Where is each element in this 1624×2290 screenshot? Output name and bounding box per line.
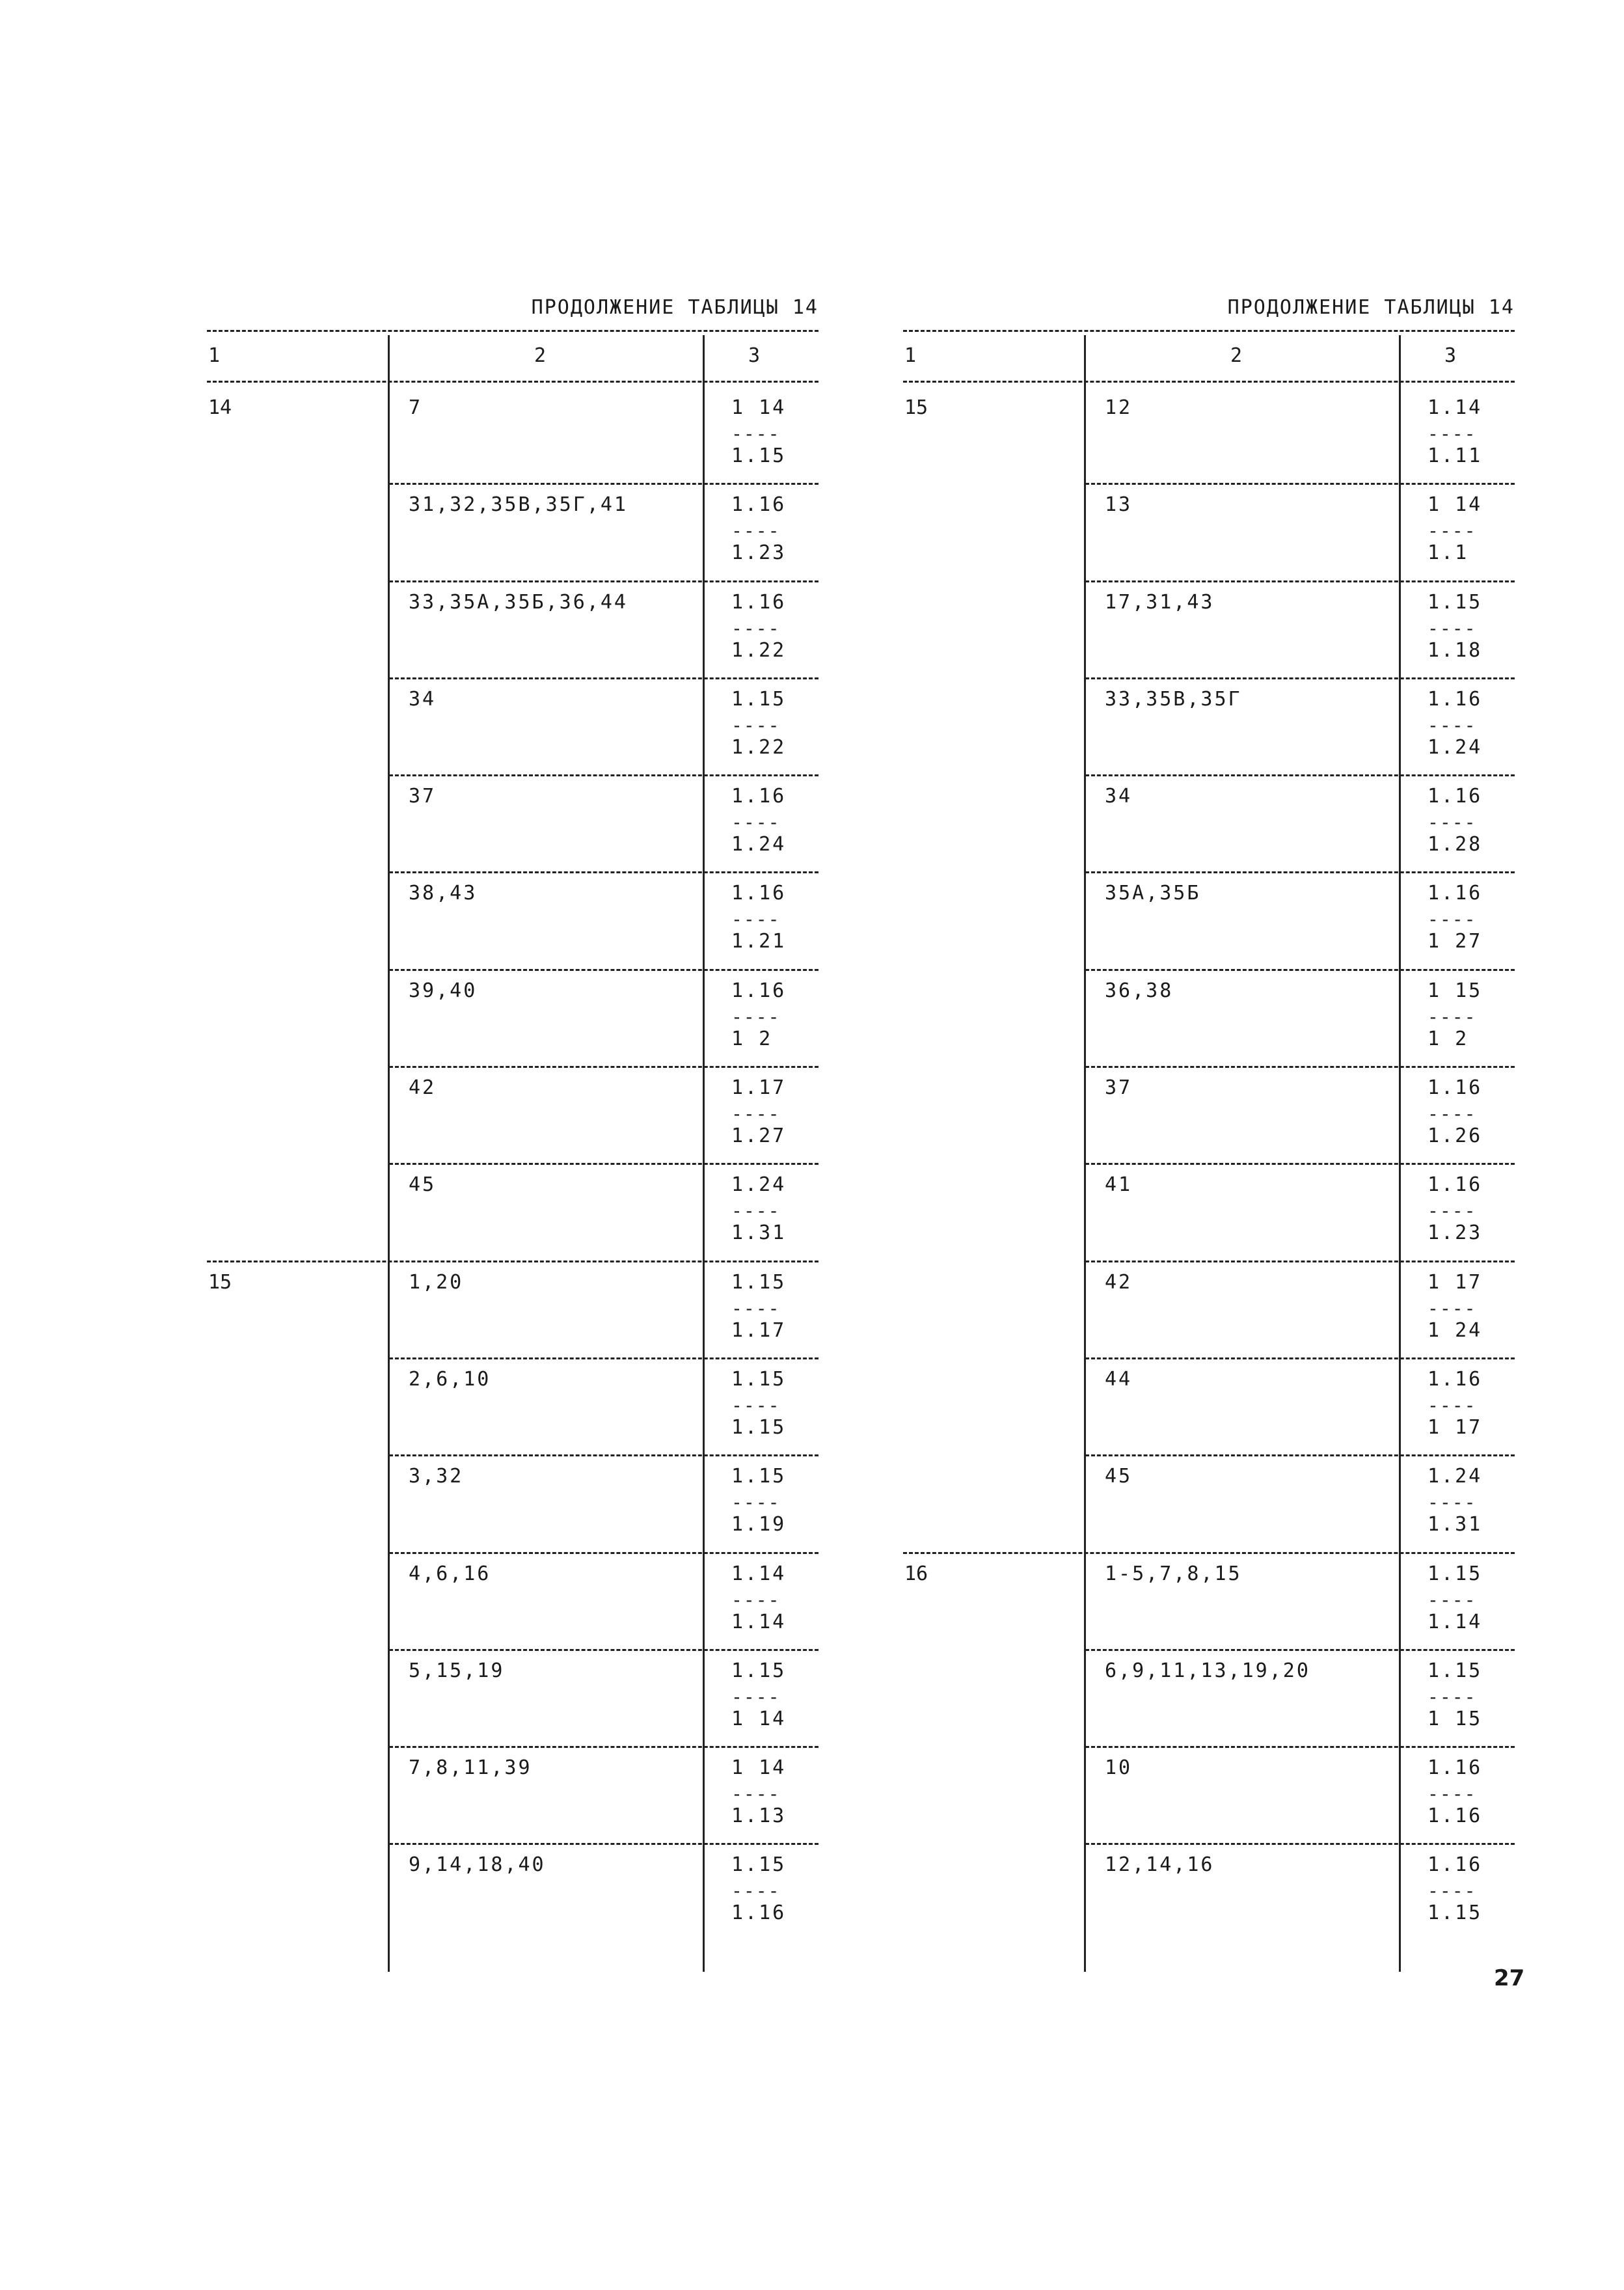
table-row (903, 1552, 1515, 1649)
fraction-bar: ---- (1428, 811, 1477, 834)
coefficient-denominator: 1.16 (731, 1902, 787, 1925)
table-row (207, 871, 819, 968)
fraction-bar: ---- (1428, 617, 1477, 639)
point-numbers: 1-5,7,8,15 (1105, 1562, 1242, 1585)
fraction-bar: ---- (1428, 1005, 1477, 1028)
table-row (207, 1066, 819, 1163)
row-separator (1085, 1066, 1515, 1068)
table-row (903, 774, 1515, 871)
fraction-bar: ---- (1428, 1685, 1477, 1708)
group-number: 15 (208, 1270, 232, 1294)
point-numbers: 1,20 (409, 1270, 464, 1294)
fraction-bar: ---- (1428, 1588, 1477, 1611)
page-number: 27 (1494, 1965, 1525, 1991)
point-numbers: 12 (1105, 396, 1133, 419)
coefficient-denominator: 1.15 (731, 1415, 787, 1439)
point-numbers: 36,38 (1105, 979, 1174, 1002)
row-separator (389, 871, 819, 873)
row-separator (1085, 774, 1515, 776)
point-numbers: 35А,35Б (1105, 882, 1201, 905)
table-row (207, 1357, 819, 1454)
fraction-bar: ---- (1428, 1394, 1477, 1416)
row-separator (1085, 1163, 1515, 1165)
row-separator (1085, 677, 1515, 679)
point-numbers: 34 (1105, 785, 1133, 808)
table-row (903, 677, 1515, 774)
table-caption: ПРОДОЛЖЕНИЕ ТАБЛИЦЫ 14 (531, 296, 819, 319)
table-body (207, 386, 819, 1941)
row-separator (389, 1454, 819, 1456)
row-separator (1085, 1746, 1515, 1748)
row-separator (389, 483, 819, 485)
coefficient-denominator: 1.23 (1428, 1221, 1483, 1245)
table-row (207, 1261, 819, 1357)
fraction-bar: ---- (731, 617, 781, 639)
fraction-bar: ---- (1428, 1297, 1477, 1319)
coefficient-denominator: 1 2 (1428, 1027, 1469, 1050)
row-separator (1085, 1357, 1515, 1359)
fraction-bar: ---- (1428, 1103, 1477, 1125)
column-header-2: 2 (534, 344, 547, 367)
table-row (903, 1163, 1515, 1260)
coefficient-denominator: 1.22 (731, 638, 787, 662)
table-row (207, 969, 819, 1066)
table-row (207, 1649, 819, 1746)
point-numbers: 41 (1105, 1173, 1133, 1197)
fraction-bar: ---- (731, 908, 781, 931)
coefficient-numerator: 1.16 (731, 882, 787, 905)
point-numbers: 37 (1105, 1076, 1133, 1100)
table-row (903, 1357, 1515, 1454)
point-numbers: 45 (1105, 1465, 1133, 1488)
point-numbers: 34 (409, 687, 437, 711)
fraction-bar: ---- (731, 1005, 781, 1028)
row-separator (1085, 1454, 1515, 1456)
row-separator (1085, 871, 1515, 873)
table-row (207, 1843, 819, 1940)
row-separator (1085, 1649, 1515, 1651)
top-rule (207, 330, 819, 332)
point-numbers: 4,6,16 (409, 1562, 491, 1585)
table-row (903, 386, 1515, 483)
point-numbers: 33,35А,35Б,36,44 (409, 590, 628, 614)
row-separator (389, 969, 819, 971)
fraction-bar: ---- (731, 1297, 781, 1319)
coefficient-denominator: 1.18 (1428, 638, 1483, 662)
group-number: 15 (904, 396, 928, 419)
point-numbers: 17,31,43 (1105, 590, 1215, 614)
point-numbers: 31,32,35В,35Г,41 (409, 493, 628, 517)
coefficient-denominator: 1 15 (1428, 1707, 1483, 1730)
coefficient-denominator: 1.13 (731, 1805, 787, 1828)
coefficient-denominator: 1.22 (731, 735, 787, 759)
table-row (903, 1843, 1515, 1940)
table-caption: ПРОДОЛЖЕНИЕ ТАБЛИЦЫ 14 (1227, 296, 1515, 319)
coefficient-numerator: 1.15 (731, 1659, 787, 1682)
fraction-bar: ---- (731, 1685, 781, 1708)
fraction-bar: ---- (1428, 1200, 1477, 1222)
row-separator (389, 1357, 819, 1359)
column-header-1: 1 (208, 344, 221, 367)
coefficient-denominator: 1.17 (731, 1318, 787, 1342)
coefficient-numerator: 1.14 (731, 1562, 787, 1585)
group-number: 14 (208, 396, 232, 419)
fraction-bar: ---- (1428, 714, 1477, 736)
table-row (207, 483, 819, 580)
row-separator (1085, 969, 1515, 971)
table-row (207, 580, 819, 677)
point-numbers: 10 (1105, 1756, 1133, 1780)
header-rule (207, 381, 819, 383)
table-row (207, 1552, 819, 1649)
point-numbers: 42 (1105, 1270, 1133, 1294)
coefficient-denominator: 1.27 (731, 1125, 787, 1148)
point-numbers: 5,15,19 (409, 1659, 505, 1682)
fraction-bar: ---- (731, 1200, 781, 1222)
row-separator (1085, 1261, 1515, 1262)
fraction-bar: ---- (731, 1783, 781, 1805)
coefficient-denominator: 1 24 (1428, 1318, 1483, 1342)
coefficient-denominator: 1.31 (731, 1221, 787, 1245)
coefficient-denominator: 1.15 (731, 444, 787, 467)
coefficient-numerator: 1.15 (1428, 590, 1483, 614)
table-row (903, 483, 1515, 580)
column-header-2: 2 (1230, 344, 1243, 367)
coefficient-denominator: 1.24 (1428, 735, 1483, 759)
point-numbers: 7,8,11,39 (409, 1756, 532, 1780)
coefficient-numerator: 1 17 (1428, 1270, 1483, 1294)
row-separator (1085, 483, 1515, 485)
fraction-bar: ---- (1428, 520, 1477, 542)
coefficient-denominator: 1.11 (1428, 444, 1483, 467)
fraction-bar: ---- (1428, 1783, 1477, 1805)
fraction-bar: ---- (731, 1492, 781, 1514)
row-separator (389, 774, 819, 776)
point-numbers: 42 (409, 1076, 437, 1100)
coefficient-numerator: 1.16 (1428, 785, 1483, 808)
point-numbers: 45 (409, 1173, 437, 1197)
fraction-bar: ---- (731, 1103, 781, 1125)
row-separator (389, 1163, 819, 1165)
point-numbers: 13 (1105, 493, 1133, 517)
row-separator (389, 1843, 819, 1845)
coefficient-denominator: 1.16 (1428, 1805, 1483, 1828)
coefficient-numerator: 1.16 (1428, 1367, 1483, 1391)
coefficient-numerator: 1.16 (1428, 687, 1483, 711)
coefficient-numerator: 1.16 (1428, 1076, 1483, 1100)
table-row (207, 1746, 819, 1843)
fraction-bar: ---- (731, 423, 781, 444)
row-separator (1085, 580, 1515, 582)
fraction-bar: ---- (1428, 1492, 1477, 1514)
row-separator (1085, 1843, 1515, 1845)
table-row (903, 871, 1515, 968)
coefficient-denominator: 1.15 (1428, 1902, 1483, 1925)
table-row (903, 1746, 1515, 1843)
coefficient-numerator: 1.16 (1428, 1853, 1483, 1877)
coefficient-numerator: 1.15 (1428, 1659, 1483, 1682)
table-row (903, 1454, 1515, 1551)
coefficient-denominator: 1 2 (731, 1027, 773, 1050)
table-row (207, 677, 819, 774)
coefficient-numerator: 1.15 (731, 1367, 787, 1391)
fraction-bar: ---- (1428, 1880, 1477, 1902)
point-numbers: 37 (409, 785, 437, 808)
column-header-1: 1 (904, 344, 917, 367)
coefficient-denominator: 1.14 (731, 1610, 787, 1633)
coefficient-numerator: 1.24 (731, 1173, 787, 1197)
coefficient-denominator: 1 17 (1428, 1415, 1483, 1439)
fraction-bar: ---- (1428, 908, 1477, 931)
coefficient-numerator: 1.24 (1428, 1465, 1483, 1488)
coefficient-numerator: 1.16 (731, 590, 787, 614)
coefficient-denominator: 1 27 (1428, 930, 1483, 953)
table-body (903, 386, 1515, 1941)
top-rule (903, 330, 1515, 332)
coefficient-numerator: 1 15 (1428, 979, 1483, 1002)
coefficient-numerator: 1.15 (731, 1270, 787, 1294)
group-number: 16 (904, 1562, 928, 1585)
point-numbers: 38,43 (409, 882, 478, 905)
table-row (903, 969, 1515, 1066)
header-rule (903, 381, 1515, 383)
point-numbers: 44 (1105, 1367, 1133, 1391)
table-row (903, 1066, 1515, 1163)
table-row (207, 386, 819, 483)
fraction-bar: ---- (731, 1880, 781, 1902)
fraction-bar: ---- (1428, 423, 1477, 444)
coefficient-denominator: 1.21 (731, 930, 787, 953)
coefficient-numerator: 1.15 (731, 1465, 787, 1488)
row-separator (389, 1066, 819, 1068)
coefficient-numerator: 1.16 (1428, 1756, 1483, 1780)
coefficient-numerator: 1.15 (731, 687, 787, 711)
coefficient-numerator: 1 14 (731, 396, 787, 419)
coefficient-numerator: 1.16 (731, 979, 787, 1002)
coefficient-numerator: 1.15 (731, 1853, 787, 1877)
fraction-bar: ---- (731, 714, 781, 736)
coefficient-numerator: 1.14 (1428, 396, 1483, 419)
table-row (903, 580, 1515, 677)
row-separator (389, 677, 819, 679)
coefficient-denominator: 1.23 (731, 541, 787, 565)
point-numbers: 6,9,11,13,19,20 (1105, 1659, 1310, 1682)
row-separator (389, 1746, 819, 1748)
fraction-bar: ---- (731, 811, 781, 834)
coefficient-denominator: 1.31 (1428, 1513, 1483, 1536)
point-numbers: 3,32 (409, 1465, 464, 1488)
coefficient-numerator: 1.16 (731, 493, 787, 517)
table-row (207, 774, 819, 871)
point-numbers: 33,35В,35Г (1105, 687, 1242, 711)
coefficient-denominator: 1.26 (1428, 1125, 1483, 1148)
coefficient-denominator: 1.19 (731, 1513, 787, 1536)
fraction-bar: ---- (731, 520, 781, 542)
coefficient-denominator: 1.24 (731, 833, 787, 856)
point-numbers: 9,14,18,40 (409, 1853, 546, 1877)
row-separator (903, 1552, 1515, 1554)
row-separator (207, 1261, 819, 1262)
coefficient-denominator: 1.14 (1428, 1610, 1483, 1633)
coefficient-numerator: 1.16 (1428, 882, 1483, 905)
coefficient-denominator: 1.28 (1428, 833, 1483, 856)
point-numbers: 2,6,10 (409, 1367, 491, 1391)
column-header-3: 3 (748, 344, 761, 367)
table-row (207, 1454, 819, 1551)
point-numbers: 39,40 (409, 979, 478, 1002)
point-numbers: 7 (409, 396, 423, 419)
column-header-3: 3 (1444, 344, 1457, 367)
coefficient-numerator: 1.16 (731, 785, 787, 808)
coefficient-numerator: 1 14 (1428, 493, 1483, 517)
fraction-bar: ---- (731, 1588, 781, 1611)
table-row (903, 1261, 1515, 1357)
coefficient-numerator: 1.15 (1428, 1562, 1483, 1585)
row-separator (389, 1552, 819, 1554)
row-separator (389, 580, 819, 582)
row-separator (389, 1649, 819, 1651)
coefficient-numerator: 1.16 (1428, 1173, 1483, 1197)
coefficient-denominator: 1.1 (1428, 541, 1469, 565)
point-numbers: 12,14,16 (1105, 1853, 1215, 1877)
coefficient-numerator: 1 14 (731, 1756, 787, 1780)
fraction-bar: ---- (731, 1394, 781, 1416)
coefficient-denominator: 1 14 (731, 1707, 787, 1730)
table-row (207, 1163, 819, 1260)
coefficient-numerator: 1.17 (731, 1076, 787, 1100)
table-row (903, 1649, 1515, 1746)
